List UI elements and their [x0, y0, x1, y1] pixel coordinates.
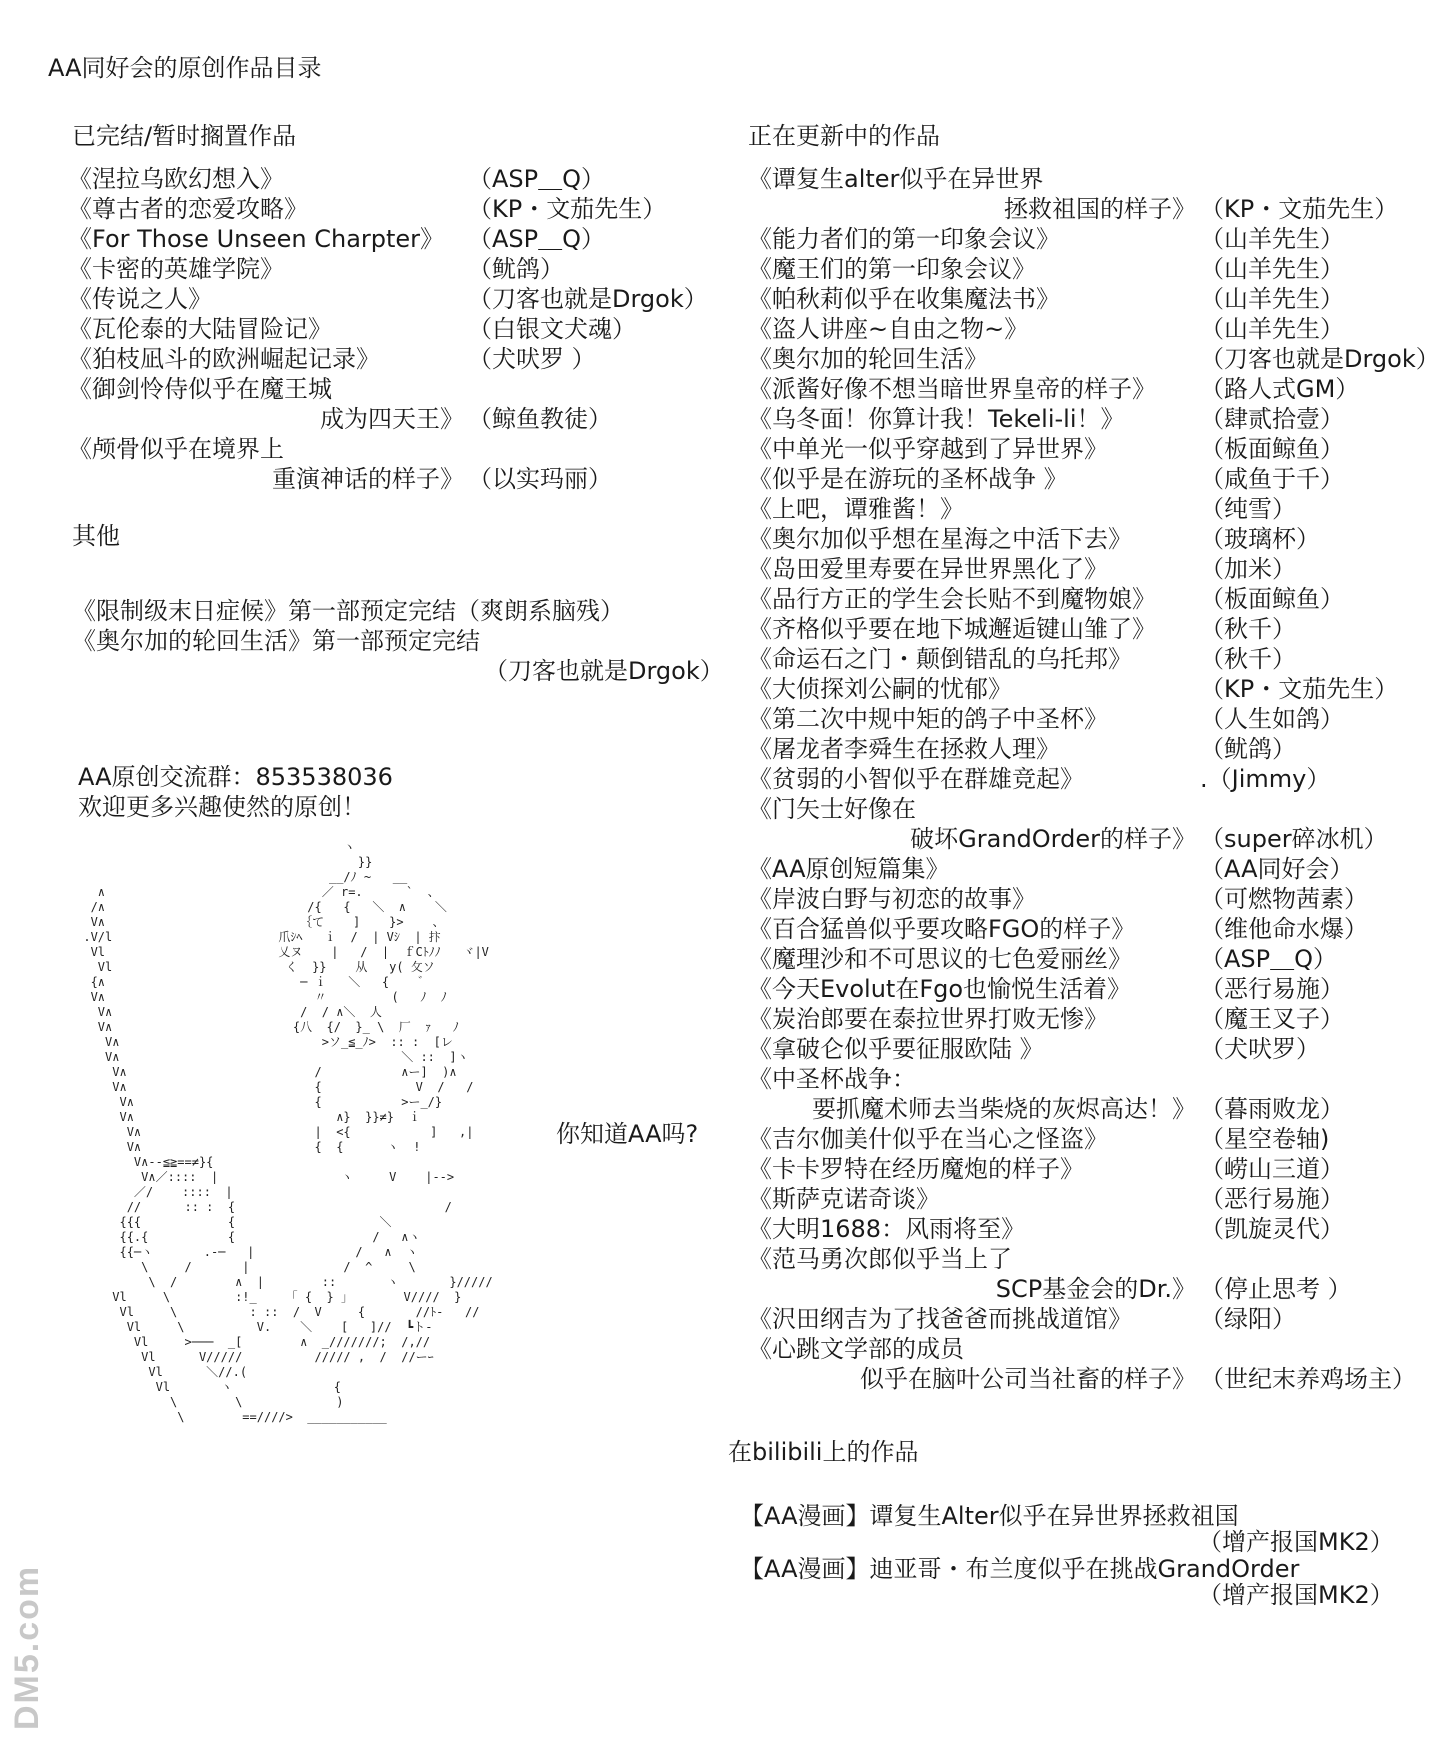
- updating-item-title: 《品行方正的学生会长贴不到魔物娘》: [748, 585, 1156, 613]
- updating-item-author: （板面鲸鱼）: [1200, 435, 1344, 463]
- completed-list: [68, 164, 728, 494]
- updating-item: [748, 554, 1448, 584]
- updating-item-author: （维他命水爆）: [1200, 915, 1368, 943]
- updating-item-title-2: 似乎在脑叶公司当社畜的样子》: [860, 1365, 1196, 1393]
- completed-item-author: （犬吠罗 ）: [468, 345, 596, 373]
- completed-item-title: 《狛枝凪斗的欧洲崛起记录》: [68, 345, 380, 373]
- completed-item-author: （鲸鱼教徒）: [468, 405, 612, 433]
- updating-item-author: （星空卷轴): [1200, 1125, 1330, 1153]
- updating-item: [748, 614, 1448, 644]
- completed-item-title: 《传说之人》: [68, 285, 212, 313]
- page-title: AA同好会的原创作品目录: [48, 54, 322, 82]
- updating-item-author: （咸鱼于千）: [1200, 465, 1344, 493]
- updating-item-title: 《帕秋莉似乎在收集魔法书》: [748, 285, 1060, 313]
- bilibili-item-2-author: （增产报国MK2）: [1198, 1581, 1394, 1609]
- updating-item-author: （纯雪）: [1200, 495, 1296, 523]
- updating-item: [748, 1334, 1448, 1364]
- updating-item-title: 《门矢士好像在: [748, 795, 916, 823]
- updating-item: [748, 1004, 1448, 1034]
- updating-item-author: （板面鲸鱼）: [1200, 585, 1344, 613]
- updating-item-author: （KP・文茄先生）: [1200, 675, 1399, 703]
- completed-item: [68, 374, 728, 404]
- updating-item: [748, 524, 1448, 554]
- updating-item-title: 《贫弱的小智似乎在群雄竞起》: [748, 765, 1084, 793]
- updating-item-title: 《奥尔加似乎想在星海之中活下去》: [748, 525, 1132, 553]
- completed-item-author: （白银文犬魂）: [468, 315, 636, 343]
- updating-item-title: 《谭复生alter似乎在异世界: [748, 165, 1044, 193]
- completed-item-title: 《涅拉乌欧幻想入》: [68, 165, 284, 193]
- updating-item-title: 《大侦探刘公嗣的忧郁》: [748, 675, 1012, 703]
- other-line-2: 《奥尔加的轮回生活》第一部预定完结: [72, 627, 480, 655]
- updating-item: [748, 254, 1448, 284]
- updating-item-title: 《范马勇次郎似乎当上了: [748, 1245, 1012, 1273]
- completed-item: [68, 224, 728, 254]
- updating-item-title: 《斯萨克诺奇谈》: [748, 1185, 940, 1213]
- updating-item: [748, 1124, 1448, 1154]
- updating-item: [748, 734, 1448, 764]
- updating-item: [748, 914, 1448, 944]
- updating-item-title: 《乌冬面！你算计我！Tekeli-li！》: [748, 405, 1125, 433]
- updating-item-title: 《岸波白野与初恋的故事》: [748, 885, 1036, 913]
- completed-item: [68, 344, 728, 374]
- completed-item: [68, 314, 728, 344]
- updating-item-author: （崂山三道）: [1200, 1155, 1344, 1183]
- updating-item-author: （肆贰拾壹）: [1200, 405, 1344, 433]
- updating-item-title: 《百合猛兽似乎要攻略FGO的样子》: [748, 915, 1136, 943]
- watermark-logo: DM5.com: [8, 1564, 46, 1730]
- updating-item-title-2: SCP基金会的Dr.》: [995, 1275, 1196, 1303]
- updating-item: [748, 434, 1448, 464]
- updating-item-title: 《屠龙者李舜生在拯救人理》: [748, 735, 1060, 763]
- bilibili-heading: 在bilibili上的作品: [728, 1438, 919, 1466]
- updating-item-author: （绿阳）: [1200, 1305, 1296, 1333]
- ascii-art-illustration: ヽ }} __/ﾉ ~ __ ∧ ／ r=. ` 、 /∧ /{ { ＼ ∧ ＼ V∧ ｛て ] }> 、 .V/l 爪ｼﾍ ｉ / | Vｼ | 抃 Vl 乂ヌ | / | ｆCﾄﾉﾉ ヾ|V Vl く }} 从 y( 攵ソ {∧ ─ ｉ ＼ { ゛ V∧ 〃 ( ﾉ ﾉ V∧ / / ∧＼ 人 V∧ {八 {/ }_ \ 厂 ｧ ﾉ V∧ >ソ_≦_ﾉ> :: : [レ V∧ ＼ :: ]ヽ V∧ / ∧ー] )∧ V∧ { V / / V∧ { >ー_/} V∧ ∧} }}≠} ｉ V∧ | <{ ] ,| V∧ { { ヽ ! V∧--≦≧==≠}{ V∧／:::: | ヽ V |--> ／/ :::: | // :: : { / {{{ { ＼ {{.{ { / ∧ヽ {{─ヽ .-─ | / ∧ ヽ \ / | / ^ \ \ / ∧ | :: ヽ }///// Vl \ :!_ 「 { } 」 V//// } Vl \ : :: / V { //ﾄ- // Vl \ V. ＼ [ ]// ┗ト- Vl >─── _[ ∧ _///////; /,// Vl V///// ///// , / //ーｰ Vl ＼//.( Vl ヽ { \ \ ) \ ==////> ___________: [83, 840, 493, 1424]
- updating-item-title: 《派酱好像不想当暗世界皇帝的样子》: [748, 375, 1156, 403]
- updating-item: [748, 314, 1448, 344]
- completed-item: [68, 194, 728, 224]
- updating-item-author: （暮雨败龙）: [1200, 1095, 1344, 1123]
- group-number: AA原创交流群：853538036: [78, 763, 393, 791]
- updating-item: [748, 764, 1448, 794]
- completed-item-title: 《颅骨似乎在境界上: [68, 435, 284, 463]
- completed-item-continued: [68, 404, 728, 434]
- updating-heading: 正在更新中的作品: [748, 122, 940, 150]
- updating-item: [748, 374, 1448, 404]
- completed-heading: 已完结/暂时搁置作品: [72, 122, 297, 150]
- other-line-1: 《限制级末日症候》第一部预定完结（爽朗系脑残）: [72, 597, 624, 625]
- updating-item-author: （加米）: [1200, 555, 1296, 583]
- updating-item-author: （路人式GM）: [1200, 375, 1360, 403]
- updating-item-author: .（Jimmy）: [1200, 765, 1331, 793]
- updating-item-title: 《魔王们的第一印象会议》: [748, 255, 1036, 283]
- updating-item-title: 《拿破仑似乎要征服欧陆 》: [748, 1035, 1044, 1063]
- group-welcome: 欢迎更多兴趣使然的原创！: [78, 793, 366, 821]
- updating-item-author: （山羊先生）: [1200, 315, 1344, 343]
- updating-item: [748, 704, 1448, 734]
- completed-item-title: 《瓦伦泰的大陆冒险记》: [68, 315, 332, 343]
- bilibili-item-1-author: （增产报国MK2）: [1198, 1528, 1394, 1556]
- updating-item-title: 《第二次中规中矩的鸽子中圣杯》: [748, 705, 1108, 733]
- updating-item: [748, 644, 1448, 674]
- updating-item-title: 《中单光一似乎穿越到了异世界》: [748, 435, 1108, 463]
- updating-item-author: （魔王叉子）: [1200, 1005, 1344, 1033]
- completed-item: [68, 434, 728, 464]
- updating-item-author: （犬吠罗）: [1200, 1035, 1320, 1063]
- completed-item-title-2: 成为四天王》: [320, 405, 464, 433]
- updating-item-continued: [748, 824, 1448, 854]
- completed-item: [68, 284, 728, 314]
- updating-item-title: 《能力者们的第一印象会议》: [748, 225, 1060, 253]
- updating-item-title: 《似乎是在游玩的圣杯战争 》: [748, 465, 1068, 493]
- updating-item-author: （山羊先生）: [1200, 285, 1344, 313]
- completed-item-author: （刀客也就是Drgok）: [468, 285, 708, 313]
- updating-item-title: 《卡卡罗特在经历魔炮的样子》: [748, 1155, 1084, 1183]
- updating-item-continued: [748, 1274, 1448, 1304]
- updating-item: [748, 584, 1448, 614]
- updating-item-title: 《上吧，谭雅酱！》: [748, 495, 964, 523]
- updating-item-title: 《沢田纲吉为了找爸爸而挑战道馆》: [748, 1305, 1132, 1333]
- updating-item-author: （山羊先生）: [1200, 225, 1344, 253]
- completed-item-title: 《For Those Unseen Charpter》: [68, 225, 445, 253]
- updating-item: [748, 1034, 1448, 1064]
- updating-item: [748, 464, 1448, 494]
- completed-item-author: （KP・文茄先生）: [468, 195, 667, 223]
- updating-item-title-2: 破坏GrandOrder的样子》: [910, 825, 1196, 853]
- updating-item: [748, 224, 1448, 254]
- updating-item-continued: [748, 1364, 1448, 1394]
- updating-item: [748, 164, 1448, 194]
- completed-item-title: 《御剑怜侍似乎在魔王城: [68, 375, 332, 403]
- updating-item-title: 《奥尔加的轮回生活》: [748, 345, 988, 373]
- completed-item: [68, 164, 728, 194]
- updating-item-title: 《盗人讲座~自由之物~》: [748, 315, 1029, 343]
- updating-item: [748, 284, 1448, 314]
- updating-item-continued: [748, 1094, 1448, 1124]
- updating-item-author: （凯旋灵代）: [1200, 1215, 1344, 1243]
- speech-text: 你知道AA吗?: [556, 1120, 699, 1148]
- completed-item-author: （鱿鸽）: [468, 255, 564, 283]
- updating-item: [748, 944, 1448, 974]
- updating-item-title: 《齐格似乎要在地下城邂逅键山雏了》: [748, 615, 1156, 643]
- updating-item-title-2: 拯救祖国的样子》: [1004, 195, 1196, 223]
- updating-item: [748, 1064, 1448, 1094]
- updating-item-author: （世纪末养鸡场主）: [1200, 1365, 1416, 1393]
- updating-item-author: （ASP＿Q）: [1200, 945, 1338, 973]
- updating-item: [748, 854, 1448, 884]
- completed-item-author: （ASP＿Q）: [468, 225, 606, 253]
- updating-item-title-2: 要抓魔术师去当柴烧的灰烬高达！》: [812, 1095, 1196, 1123]
- updating-item: [748, 344, 1448, 374]
- bilibili-item-2-title: 【AA漫画】迪亚哥・布兰度似乎在挑战GrandOrder: [740, 1555, 1300, 1583]
- updating-item: [748, 1214, 1448, 1244]
- completed-item: [68, 254, 728, 284]
- updating-item-author: （停止思考 ）: [1200, 1275, 1352, 1303]
- completed-item-continued: [68, 464, 728, 494]
- updating-item: [748, 884, 1448, 914]
- updating-item-title: 《心跳文学部的成员: [748, 1335, 964, 1363]
- bilibili-item-1-title: 【AA漫画】谭复生Alter似乎在异世界拯救祖国: [740, 1502, 1239, 1530]
- updating-item-author: （KP・文茄先生）: [1200, 195, 1399, 223]
- updating-item: [748, 1304, 1448, 1334]
- updating-item-title: 《AA原创短篇集》: [748, 855, 950, 883]
- updating-item-author: （山羊先生）: [1200, 255, 1344, 283]
- updating-item: [748, 974, 1448, 1004]
- updating-item-author: （鱿鸽）: [1200, 735, 1296, 763]
- updating-item: [748, 1244, 1448, 1274]
- updating-item: [748, 404, 1448, 434]
- updating-item-title: 《今天Evolut在Fgo也愉悦生活着》: [748, 975, 1132, 1003]
- updating-item-continued: [748, 194, 1448, 224]
- updating-item-title: 《岛田爱里寿要在异世界黑化了》: [748, 555, 1108, 583]
- updating-item: [748, 494, 1448, 524]
- updating-item-author: （刀客也就是Drgok）: [1200, 345, 1440, 373]
- updating-item-author: （恶行易施）: [1200, 1185, 1344, 1213]
- completed-item-title-2: 重演神话的样子》: [272, 465, 464, 493]
- updating-item-title: 《命运石之门・颠倒错乱的乌托邦》: [748, 645, 1132, 673]
- updating-item-title: 《吉尔伽美什似乎在当心之怪盗》: [748, 1125, 1108, 1153]
- other-heading: 其他: [72, 522, 120, 550]
- updating-item-author: （秋千）: [1200, 645, 1296, 673]
- updating-item: [748, 1154, 1448, 1184]
- updating-item: [748, 674, 1448, 704]
- updating-item-author: （恶行易施）: [1200, 975, 1344, 1003]
- updating-item-author: （super碎冰机）: [1200, 825, 1388, 853]
- updating-item-title: 《中圣杯战争：: [748, 1065, 916, 1093]
- updating-item-author: （AA同好会）: [1200, 855, 1354, 883]
- completed-item-title: 《尊古者的恋爱攻略》: [68, 195, 308, 223]
- completed-item-title: 《卡密的英雄学院》: [68, 255, 284, 283]
- completed-item-author: （ASP＿Q）: [468, 165, 606, 193]
- updating-item: [748, 1184, 1448, 1214]
- updating-list: [748, 164, 1448, 1394]
- updating-item-title: 《魔理沙和不可思议的七色爱丽丝》: [748, 945, 1132, 973]
- completed-item-author: （以实玛丽）: [468, 465, 612, 493]
- updating-item-author: （可燃物茜素）: [1200, 885, 1368, 913]
- updating-item-author: （玻璃杯）: [1200, 525, 1320, 553]
- updating-item-title: 《炭治郎要在泰拉世界打败无惨》: [748, 1005, 1108, 1033]
- updating-item-author: （人生如鸽）: [1200, 705, 1344, 733]
- updating-item-title: 《大明1688：风雨将至》: [748, 1215, 1026, 1243]
- other-line-3: （刀客也就是Drgok）: [484, 657, 724, 685]
- updating-item: [748, 794, 1448, 824]
- updating-item-author: （秋千）: [1200, 615, 1296, 643]
